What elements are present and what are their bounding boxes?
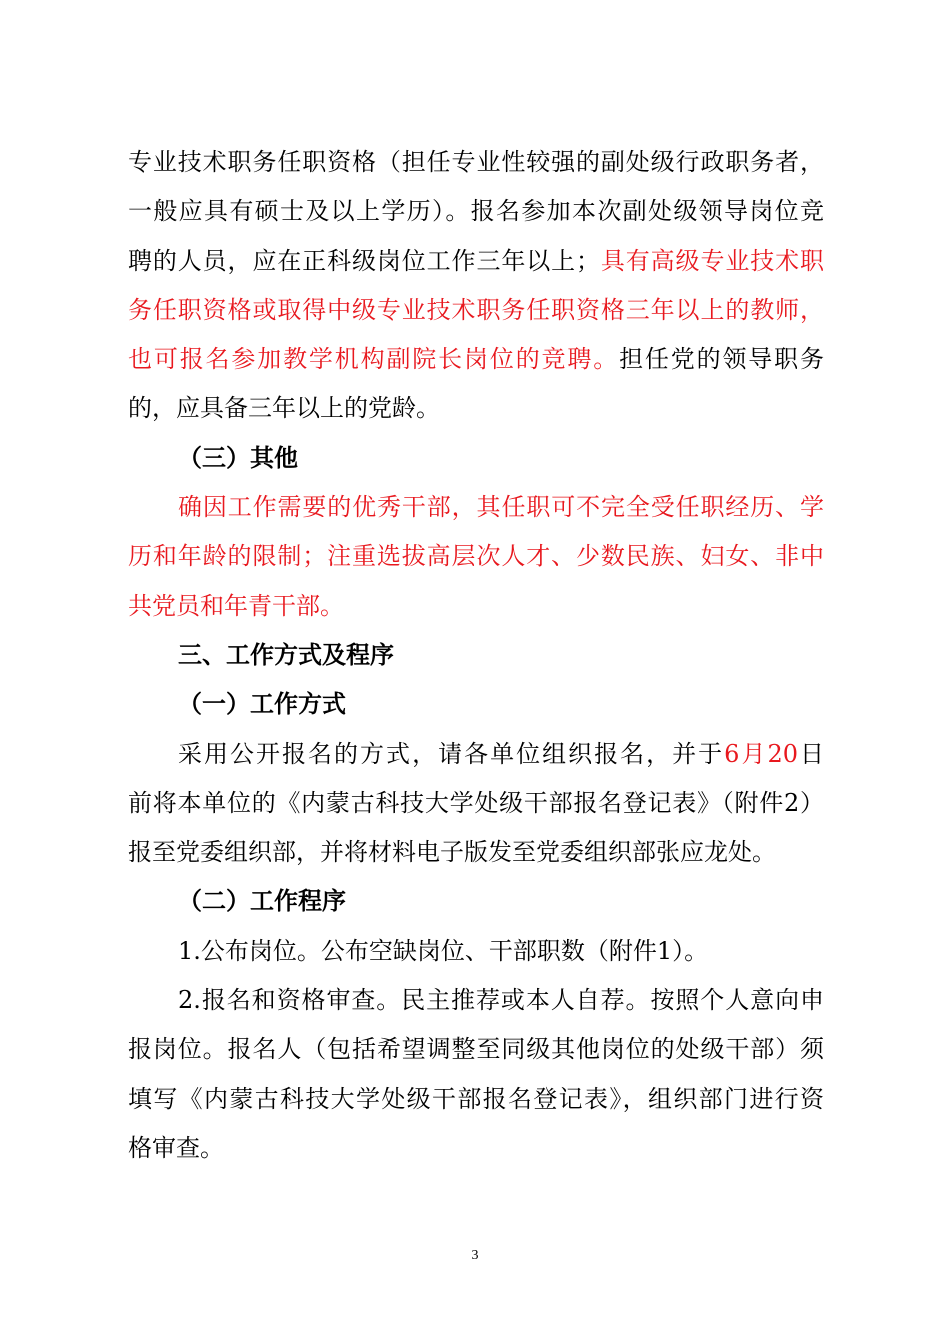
highlighted-text: 共党员和年青干部。 xyxy=(128,591,344,620)
section-heading-work-method: （一）工作方式 xyxy=(178,690,346,719)
text-run: 日 xyxy=(798,739,825,768)
paragraph-line: 1.公布岗位。公布空缺岗位、干部职数（附件1）。 xyxy=(178,936,709,965)
paragraph-line: 2.报名和资格审查。民主推荐或本人自荐。按照个人意向申 xyxy=(178,986,824,1015)
highlighted-text: 具有高级专业技术职 xyxy=(600,246,824,275)
paragraph-line: 专业技术职务任职资格（担任专业性较强的副处级行政职务者， xyxy=(128,148,824,176)
paragraph-line: 报岗位。报名人（包括希望调整至同级其他岗位的处级干部）须 xyxy=(128,1035,824,1064)
text-run: 聘的人员，应在正科级岗位工作三年以上； xyxy=(128,246,600,275)
paragraph-line xyxy=(128,335,824,384)
section-heading-other: （三）其他 xyxy=(178,443,298,472)
paragraph-line: 填写《内蒙古科技大学处级干部报名登记表》，组织部门进行资 xyxy=(128,1084,824,1113)
paragraph-line: 格审查。 xyxy=(128,1133,224,1162)
text-run: 采用公开报名的方式，请各单位组织报名，并于 xyxy=(178,739,725,768)
paragraph-line: 的，应具备三年以上的党龄。 xyxy=(128,394,440,423)
highlighted-text: 历和年龄的限制；注重选拔高层次人才、少数民族、妇女、非中 xyxy=(128,542,824,571)
paragraph-line: 一般应具有硕士及以上学历）。报名参加本次副处级领导岗位竞 xyxy=(128,197,824,226)
paragraph-line: 前将本单位的《内蒙古科技大学处级干部报名登记表》（附件2） xyxy=(128,788,824,817)
highlighted-text: 也可报名参加教学机构副院长岗位的竞聘。 xyxy=(128,345,620,374)
section-heading-work-method-procedure: 三、工作方式及程序 xyxy=(178,640,394,669)
deadline-date: 6月20 xyxy=(724,739,798,768)
paragraph-line xyxy=(128,237,824,286)
text-run: 担任党的领导职务 xyxy=(619,345,825,374)
document-body xyxy=(128,138,824,1173)
highlighted-text: 确因工作需要的优秀干部，其任职可不完全受任职经历、学 xyxy=(178,493,824,522)
page-number: 3 xyxy=(471,1248,479,1263)
paragraph-line: 报至党委组织部，并将材料电子版发至党委组织部张应龙处。 xyxy=(128,838,776,867)
section-heading-work-procedure: （二）工作程序 xyxy=(178,887,346,916)
highlighted-text: 务任职资格或取得中级专业技术职务任职资格三年以上的教师， xyxy=(128,295,824,324)
paragraph-line xyxy=(128,730,824,779)
